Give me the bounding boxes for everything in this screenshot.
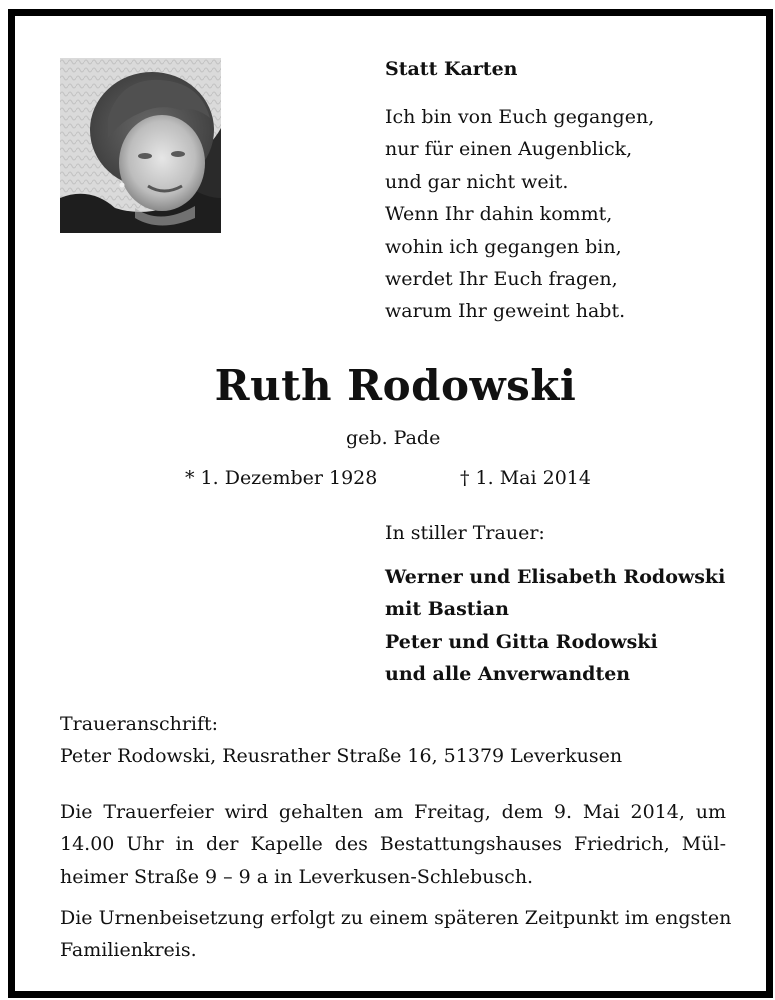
ceremony-line: heimer Straße 9 – 9 a in Leverkusen-Schlebusch. xyxy=(60,865,534,888)
family-member: und alle Anverwandten xyxy=(385,662,631,685)
family-list xyxy=(385,561,725,690)
urn-line: Familienkreis. xyxy=(60,939,197,962)
deceased-name: Ruth Rodowski xyxy=(214,361,577,410)
mourning-address: Peter Rodowski, Reusrather Straße 16, 51379 Leverkusen xyxy=(60,745,623,767)
poem-line: werdet Ihr Euch fragen, xyxy=(385,268,618,291)
poem xyxy=(385,101,654,328)
ceremony-line: 14.00 Uhr in der Kapelle des Bestattungshauses Friedrich, Mül- xyxy=(60,833,726,856)
birth-date: * 1. Dezember 1928 xyxy=(185,467,378,489)
obituary-frame xyxy=(8,9,773,998)
address-label: Traueranschrift: xyxy=(60,713,219,735)
portrait-photo xyxy=(60,58,221,233)
portrait-image xyxy=(60,58,221,233)
notice-heading: Statt Karten xyxy=(385,58,518,80)
poem-line: Ich bin von Euch gegangen, xyxy=(385,106,655,128)
poem-line: und gar nicht weit. xyxy=(385,170,569,193)
family-member: Peter und Gitta Rodowski xyxy=(385,630,658,653)
family-member: Werner und Elisabeth Rodowski xyxy=(385,566,726,588)
death-date: † 1. Mai 2014 xyxy=(460,467,591,489)
poem-line: warum Ihr geweint habt. xyxy=(385,300,626,323)
maiden-name: geb. Pade xyxy=(346,427,441,449)
urn-paragraph xyxy=(60,902,732,967)
urn-line: Die Urnenbeisetzung erfolgt zu einem späteren Zeitpunkt im engsten xyxy=(60,907,732,929)
ceremony-line: Die Trauerfeier wird gehalten am Freitag, dem 9. Mai 2014, um xyxy=(60,801,726,823)
poem-line: Wenn Ihr dahin kommt, xyxy=(385,203,613,226)
ceremony-paragraph xyxy=(60,796,726,893)
poem-line: wohin ich gegangen bin, xyxy=(385,235,622,258)
mourning-label: In stiller Trauer: xyxy=(385,522,545,544)
family-member: mit Bastian xyxy=(385,598,509,621)
poem-line: nur für einen Augenblick, xyxy=(385,138,633,161)
